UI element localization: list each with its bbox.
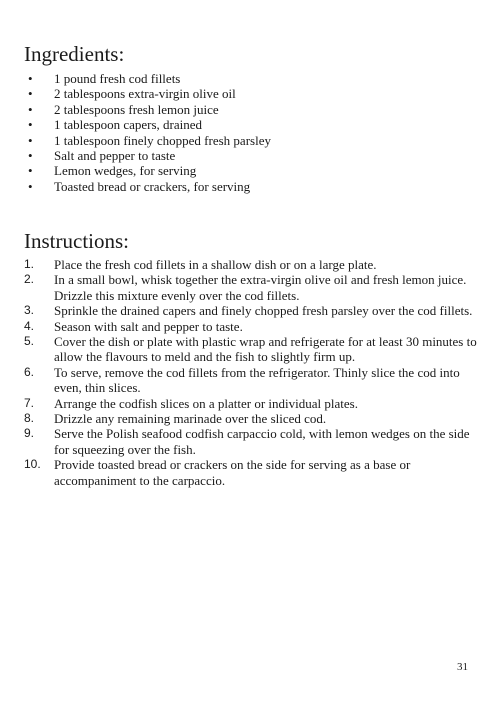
- step-text: To serve, remove the cod fillets from the refrigerator. Thinly slice the cod into even, thin slices.: [54, 364, 460, 396]
- instruction-step: [24, 365, 480, 396]
- instruction-step: [24, 396, 480, 411]
- ingredient-item: • 1 pound fresh cod fillets: [24, 71, 271, 86]
- instruction-step: [24, 426, 480, 457]
- ingredient-item: • 1 tablespoon finely chopped fresh parsley: [24, 133, 271, 148]
- step-number: 4.: [24, 318, 35, 333]
- step-number: 1.: [24, 257, 35, 271]
- step-number: 6.: [24, 364, 35, 379]
- instruction-step: [24, 303, 480, 318]
- ingredients-heading: Ingredients:: [24, 42, 125, 66]
- step-number: 5.: [24, 334, 35, 349]
- instruction-step: [24, 319, 480, 334]
- step-text: Arrange the codfish slices on a platter or individual plates.: [54, 395, 358, 411]
- step-text: Season with salt and pepper to taste.: [54, 318, 243, 334]
- step-text: Serve the Polish seafood codfish carpaccio cold, with lemon wedges on the side for squeezing over the fish.: [54, 426, 470, 457]
- instruction-step: [24, 457, 480, 488]
- step-text: Cover the dish or plate with plastic wrap and refrigerate for at least 30 minutes to allow the flavours to meld and the fish to slightly firm up.: [54, 334, 477, 365]
- step-number: 10.: [24, 457, 41, 472]
- instruction-step: [24, 334, 480, 365]
- step-number: 8.: [24, 411, 35, 426]
- ingredient-item: • 2 tablespoons fresh lemon juice: [24, 102, 271, 117]
- step-text: Place the fresh cod fillets in a shallow dish or on a large plate.: [54, 257, 377, 272]
- step-text: Provide toasted bread or crackers on the side for serving as a base or accompaniment to the carpaccio.: [54, 457, 411, 488]
- instruction-step: [24, 411, 480, 426]
- step-number: 7.: [24, 395, 35, 410]
- step-number: 9.: [24, 426, 35, 441]
- instruction-step: [24, 272, 480, 303]
- ingredient-item: • Salt and pepper to taste: [24, 148, 271, 163]
- page-number: 31: [457, 661, 468, 673]
- step-text: Drizzle any remaining marinade over the sliced cod.: [54, 411, 327, 427]
- step-text: Sprinkle the drained capers and finely chopped fresh parsley over the cod fillets.: [54, 303, 473, 319]
- step-number: 2.: [24, 272, 35, 287]
- ingredients-list: [24, 71, 271, 194]
- ingredient-item: • Toasted bread or crackers, for serving: [24, 179, 271, 194]
- ingredient-item: • Lemon wedges, for serving: [24, 163, 271, 178]
- instructions-heading: Instructions:: [24, 229, 129, 253]
- ingredient-item: • 2 tablespoons extra-virgin olive oil: [24, 86, 271, 101]
- step-text: In a small bowl, whisk together the extra-virgin olive oil and fresh lemon juice. Drizzle this mixture evenly over the cod fillets.: [54, 272, 467, 303]
- instruction-step: [24, 257, 480, 272]
- ingredient-item: • 1 tablespoon capers, drained: [24, 117, 271, 132]
- step-number: 3.: [24, 303, 35, 318]
- instructions-list: [24, 257, 480, 488]
